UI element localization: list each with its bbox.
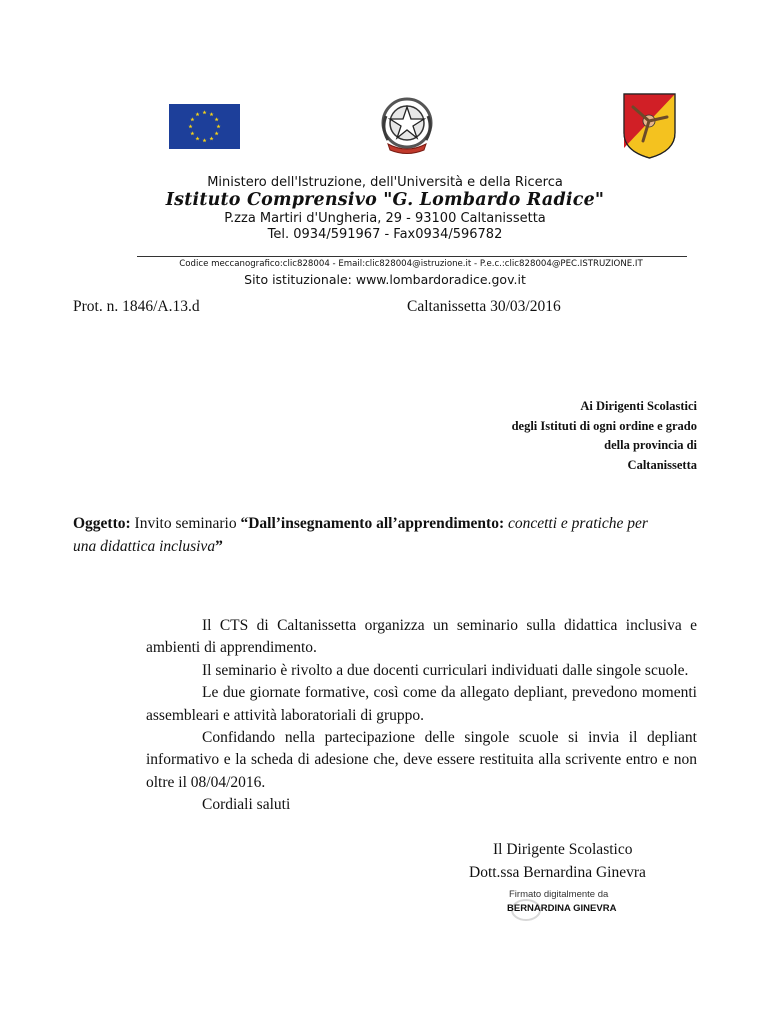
body-paragraph: Il seminario è rivolto a due docenti curriculari individuati dalle singole scuole. xyxy=(202,661,689,679)
recipient-line: degli Istituti di ogni ordine e grado xyxy=(511,418,697,433)
sicily-region-emblem xyxy=(623,93,676,159)
school-website: Sito istituzionale: www.lombardoradice.gov.it xyxy=(244,272,526,287)
subject-text: Invito seminario xyxy=(130,515,241,532)
body-paragraph: Il CTS di Caltanissetta organizza un seminario sulla didattica inclusiva e ambienti di apprendimento. xyxy=(146,617,697,657)
eu-flag-logo xyxy=(169,104,240,149)
school-phone: Tel. 0934/591967 - Fax0934/596782 xyxy=(267,227,503,242)
place-date: Caltanissetta 30/03/2016 xyxy=(407,298,561,315)
body-paragraph: Le due giornate formative, così come da allegato depliant, prevedono momenti assembleari e attività laboratoriali di gruppo. xyxy=(146,684,697,724)
subject-quote-italic: concetti e pratiche per una didattica inclusiva xyxy=(73,515,648,555)
subject-quote-close: ” xyxy=(215,538,223,555)
school-address: P.zza Martiri d'Ungheria, 29 - 93100 Caltanissetta xyxy=(224,211,546,226)
italian-republic-emblem xyxy=(378,94,436,156)
recipients-block xyxy=(512,397,697,475)
subject-label: Oggetto: xyxy=(73,515,131,532)
recipient-line: Caltanissetta xyxy=(627,457,697,472)
recipient-line: Ai Dirigenti Scolastici xyxy=(580,399,697,413)
letter-body xyxy=(146,615,697,817)
subject-line xyxy=(73,512,673,558)
school-name: Istituto Comprensivo "G. Lombardo Radice" xyxy=(165,190,605,210)
signer-name: Dott.ssa Bernardina Ginevra xyxy=(469,864,646,881)
ministry-line: Ministero dell'Istruzione, dell'Università e della Ricerca xyxy=(207,175,563,190)
subject-quote-bold: “Dall’insegnamento all’apprendimento: xyxy=(240,515,505,532)
body-paragraph: Confidando nella partecipazione delle singole scuole si invia il depliant informativo e la scheda di adesione che, deve essere restituita alla scrivente entro e non oltre il 08/04/2016. xyxy=(146,729,697,791)
header-divider xyxy=(137,256,687,257)
signer-title: Il Dirigente Scolastico xyxy=(493,841,633,858)
digital-signature-label: Firmato digitalmente da xyxy=(509,889,609,900)
recipient-line: della provincia di xyxy=(604,438,697,452)
closing-greeting: Cordiali saluti xyxy=(202,796,291,814)
protocol-number: Prot. n. 1846/A.13.d xyxy=(73,298,200,315)
digital-signature-name: BERNARDINA GINEVRA xyxy=(507,903,617,914)
school-codes: Codice meccanografico:clic828004 - Email:clic828004@istruzione.it - P.e.c.:clic828004@PEC.ISTRUZIONE.IT xyxy=(179,259,643,269)
